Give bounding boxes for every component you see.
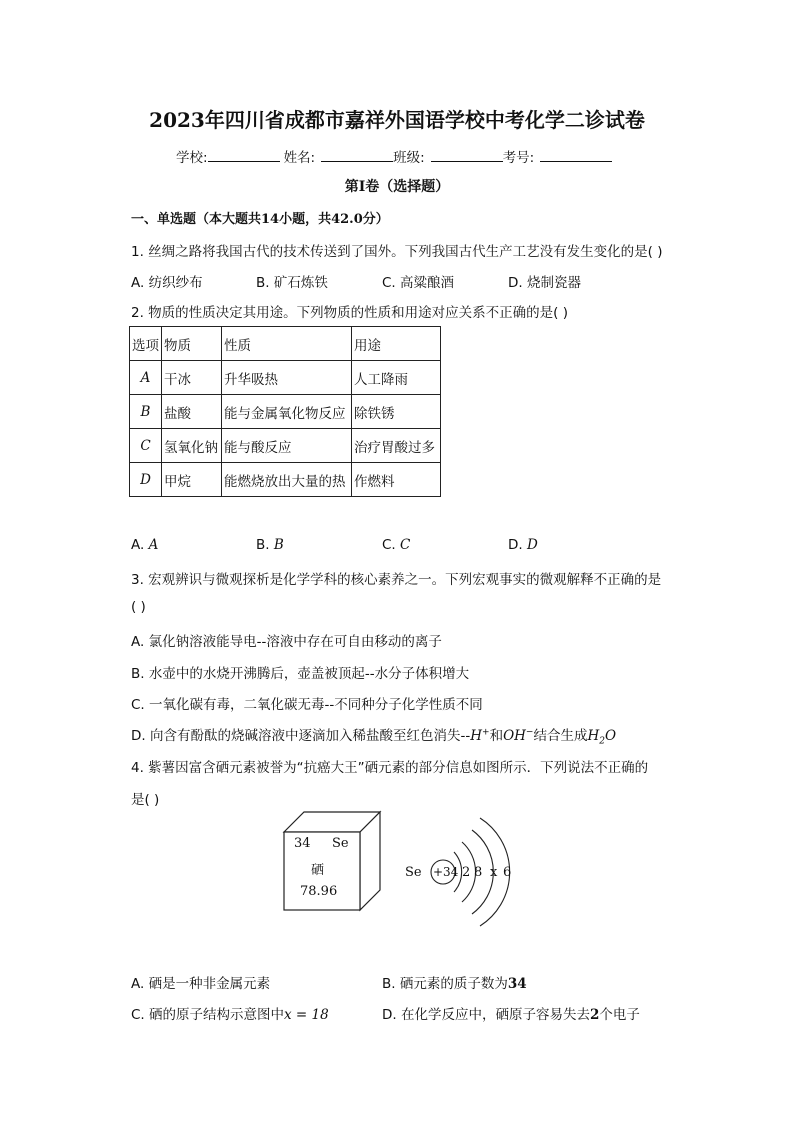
name-label: 姓名:	[283, 150, 316, 166]
q1-option-a[interactable]: A. 纺织纱布	[131, 275, 203, 291]
table-cell: 盐酸	[162, 395, 222, 429]
table-header-cell: 选项	[130, 327, 162, 361]
water-h: H	[587, 728, 600, 744]
hydrogen-ion: H	[470, 728, 483, 744]
table-row	[130, 395, 441, 429]
q3-option-b[interactable]: B. 水壶中的水烧开沸腾后，壶盖被顶起--水分子体积增大	[131, 666, 470, 682]
table-header-cell: 性质	[222, 327, 352, 361]
option-tail: 个电子	[599, 1007, 640, 1023]
q2-option-b[interactable]	[256, 537, 284, 553]
option-prefix: A.	[131, 537, 145, 553]
atom-symbol: Se	[405, 865, 422, 880]
shell-electrons-2: 8	[474, 865, 483, 880]
table-cell: 治疗胃酸过多	[352, 429, 441, 463]
option-value: D	[526, 537, 538, 553]
q2-stem: 2. 物质的性质决定其用途。下列物质的性质和用途对应关系不正确的是( )	[131, 305, 568, 321]
option-prefix: C.	[382, 537, 396, 553]
shell-electrons-1: 2	[462, 865, 471, 880]
table-cell: 能燃烧放出大量的热	[222, 463, 352, 497]
q3-option-c[interactable]: C. 一氧化碳有毒，二氧化碳无毒--不同种分子化学性质不同	[131, 697, 483, 713]
water-sub: 2	[599, 736, 605, 747]
table-cell: 升华吸热	[222, 361, 352, 395]
q2-option-d[interactable]	[508, 537, 538, 553]
table-row	[130, 361, 441, 395]
school-blank[interactable]	[208, 147, 280, 162]
table-cell: A	[130, 361, 162, 395]
option-prefix: B.	[256, 537, 270, 553]
q1-option-c[interactable]: C. 高粱酿酒	[382, 275, 455, 291]
table-header-cell: 用途	[352, 327, 441, 361]
section-heading: 一、单选题（本大题共14小题，共42.0分）	[131, 212, 389, 227]
q2-property-table	[129, 326, 441, 497]
element-atomic-mass: 78.96	[300, 884, 338, 899]
class-label: 班级:	[393, 150, 425, 166]
option-d-text: D. 向含有酚酞的烧碱溶液中逐滴加入稀盐酸至红色消失--	[131, 728, 471, 744]
table-row	[130, 429, 441, 463]
school-label: 学校:	[176, 150, 208, 166]
table-cell: B	[130, 395, 162, 429]
q3-stem-line1: 3. 宏观辨识与微观探析是化学学科的核心素养之一。下列宏观事实的微观解释不正确的是	[131, 572, 662, 588]
hydroxide-ion: OH	[503, 728, 526, 744]
and-text: 和	[489, 728, 504, 744]
q4-option-d[interactable]	[382, 1003, 640, 1023]
table-cell: C	[130, 429, 162, 463]
table-row	[130, 463, 441, 497]
element-name: 硒	[311, 863, 325, 878]
option-math: 2	[589, 1007, 600, 1023]
volume-heading: 第I卷（选择题）	[344, 179, 450, 195]
option-value: C	[400, 537, 411, 553]
student-info-line	[176, 146, 612, 166]
option-value: B	[273, 537, 284, 553]
q4-option-c[interactable]	[131, 1003, 329, 1023]
hydrogen-charge: +	[482, 727, 490, 738]
q4-option-a[interactable]: A. 硒是一种非金属元素	[131, 976, 271, 992]
table-cell: 氢氧化钠	[162, 429, 222, 463]
shell-electrons-3: x	[490, 865, 498, 880]
table-cell: 作燃料	[352, 463, 441, 497]
table-cell: D	[130, 463, 162, 497]
table-cell: 干冰	[162, 361, 222, 395]
q3-stem-line2: ( )	[131, 599, 146, 615]
option-prefix: D.	[508, 537, 523, 553]
exam-no-label: 考号:	[502, 150, 535, 166]
hydroxide-charge: −	[525, 727, 534, 738]
q4-stem-line1: 4. 紫薯因富含硒元素被誉为“抗癌大王”硒元素的部分信息如图所示．下列说法不正确的	[131, 760, 649, 776]
exam-title: 2023年四川省成都市嘉祥外国语学校中考化学二诊试卷	[149, 108, 645, 132]
combine-text: 结合生成	[533, 728, 588, 744]
element-atomic-number: 34	[294, 836, 311, 851]
table-cell: 人工降雨	[352, 361, 441, 395]
q4-stem-line2: 是( )	[131, 792, 160, 808]
option-text: D. 在化学反应中，硒原子容易失去	[382, 1007, 590, 1023]
table-cell: 能与金属氧化物反应	[222, 395, 352, 429]
q1-option-d[interactable]: D. 烧制瓷器	[508, 275, 581, 291]
table-header-cell: 物质	[162, 327, 222, 361]
q1-stem: 1. 丝绸之路将我国古代的技术传送到了国外。下列我国古代生产工艺没有发生变化的是( )	[131, 244, 663, 260]
q4-option-b[interactable]	[382, 972, 527, 992]
option-text: C. 硒的原子结构示意图中	[131, 1007, 285, 1023]
q2-option-a[interactable]	[131, 537, 158, 553]
table-cell: 能与酸反应	[222, 429, 352, 463]
exam-no-blank[interactable]	[540, 147, 612, 162]
option-math: 34	[507, 976, 527, 992]
table-cell: 除铁锈	[352, 395, 441, 429]
class-blank[interactable]	[431, 147, 503, 162]
table-header-row	[130, 327, 441, 361]
option-text: B. 硒元素的质子数为	[382, 976, 508, 992]
table-cell: 甲烷	[162, 463, 222, 497]
water-o: O	[604, 728, 617, 744]
q2-option-c[interactable]	[382, 537, 410, 553]
option-value: A	[148, 537, 159, 553]
q3-option-d[interactable]	[131, 724, 616, 747]
name-blank[interactable]	[321, 147, 393, 162]
option-math: x = 18	[284, 1007, 329, 1023]
shell-electrons-4: 6	[503, 865, 512, 880]
q1-option-b[interactable]: B. 矿石炼铁	[256, 275, 328, 291]
nucleus-charge: +34	[433, 865, 459, 879]
element-symbol: Se	[332, 836, 349, 851]
q3-option-a[interactable]: A. 氯化钠溶液能导电--溶液中存在可自由移动的离子	[131, 634, 442, 650]
